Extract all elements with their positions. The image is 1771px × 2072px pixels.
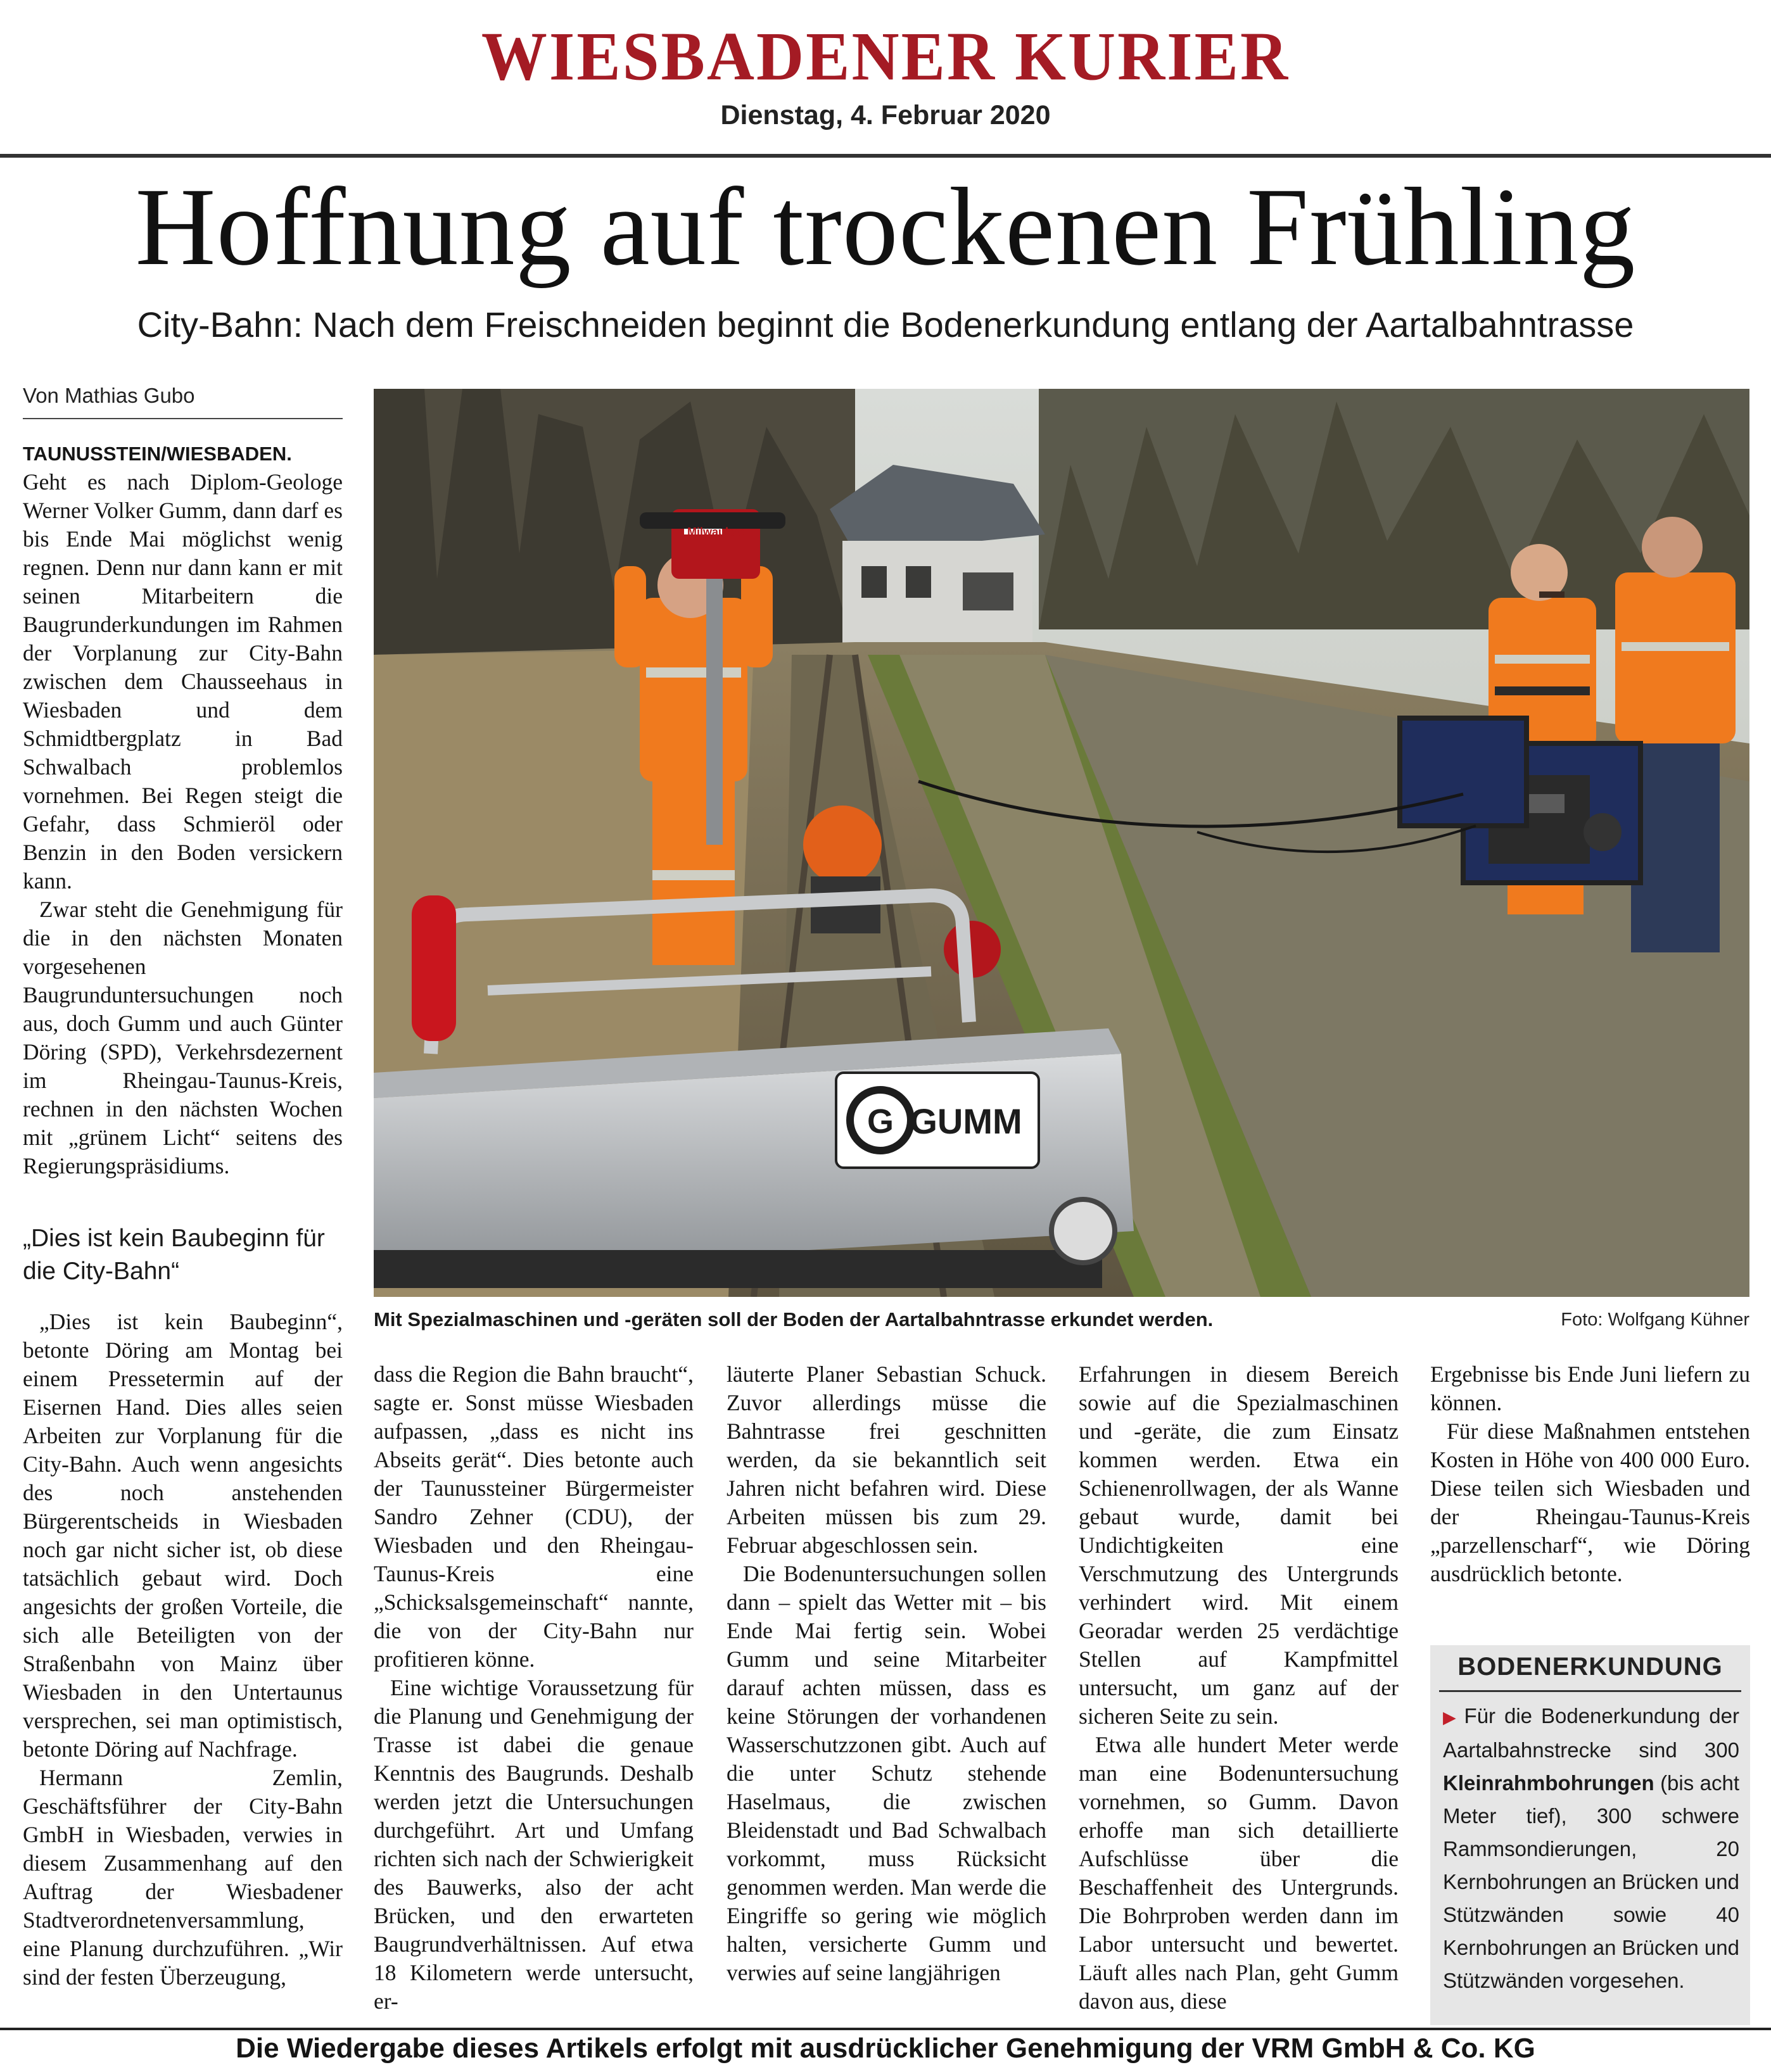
paragraph: Die Bodenuntersuchungen sollen dann – spielt das Wetter mit – bis Ende Mai fertig sein. Wobei Gumm und seine Mitarbeiter darauf achten müssen, dass es keine Störungen der vorhandenen Wasserschutzzonen gibt. Auch auf die unter Schutz stehende Haselmaus, die zwischen Bleidenstadt und Bad Schwalbach vorkommt, muss Rücksicht genommen werden. Man werde die Eingriffe so gering wie möglich halten, versicherte Gumm und verwies auf seine langjährigen (727, 1561, 1046, 1985)
dateline-paragraph (23, 439, 343, 895)
paragraph: Zwar steht die Genehmigung für die in den nächsten Monaten vorgesehenen Baugrunduntersuchungen noch aus, doch Gumm und auch Günter Döring (SPD), Verkehrsdezernent im Rheingau-Taunus-Kreis, rechnen in den nächsten Wochen mit „grünem Licht“ seitens des Regierungspräsidiums. (23, 897, 343, 1178)
paragraph: Hermann Zemlin, Geschäftsführer der City-Bahn GmbH in Wiesbaden, verwies in diesem Zusammenhang auf den Auftrag der Wiesbadener Stadtverordnetenversammlung, eine Planung durchzuführen. „Wir sind der festen Überzeugung, (23, 1765, 343, 1990)
paragraph: Eine wichtige Voraussetzung für die Planung und Genehmigung der Trasse ist dabei die genaue Kenntnis des Baugrunds. Deshalb werden jetzt die Untersuchungen durchgeführt. Art und Umfang richten sich nach der Schwierigkeit des Bauwerks, also der acht Brücken, und den erwarteten Baugrundverhältnissen. Auf etwa 18 Kilometern werde untersucht, er- (374, 1675, 694, 2014)
photo-illustration (374, 389, 1749, 1297)
paragraph: Erfahrungen in diesem Bereich sowie auf die Spezialmaschinen und -geräte, die zum Einsatz kommen werden. Etwa ein Schienenrollwagen, der als Wanne gebaut wurde, damit bei Undichtigkeiten eine Verschmutzung des Untergrunds verhindert wird. Mit einem Georadar werden 25 verdächtige Stellen auf Kampfmittel untersucht, um ganz auf der sicheren Seite zu sein. (1079, 1361, 1399, 1729)
info-text-bold: Kleinrahmbohrungen (1443, 1771, 1654, 1795)
masthead: WIESBADENER KURIER (481, 18, 1290, 95)
photo-caption: Mit Spezialmaschinen und -geräten soll der Boden der Aartalbahntrasse erkundet werden. (374, 1308, 1214, 1330)
gumm-logo-mark: G (866, 1102, 894, 1140)
article-column-4 (1079, 1360, 1399, 2016)
article-column-3 (727, 1360, 1046, 1987)
paragraph: Geht es nach Diplom-Geologe Werner Volker Gumm, dann darf es bis Ende Mai möglichst wenig regnen. Denn nur dann kann er mit seinen Mitarbeitern die Baugrunderkundungen im Rahmen der Vorplanung zur City-Bahn zwischen dem Chausseehaus in Wiesbaden und dem Schmidtbergplatz in Bad Schwalbach problemlos vornehmen. Bei Regen steigt die Gefahr, dass Schmieröl oder Benzin in den Boden versickern kann. (23, 469, 343, 894)
article-column-5 (1430, 1360, 1750, 1588)
paragraph: Für diese Maßnahmen entstehen Kosten in Höhe von 400 000 Euro. Diese teilen sich Wiesbaden und der Rheingau-Taunus-Kreis „parzellenscharf“, wie Döring ausdrücklich betonte. (1430, 1418, 1750, 1586)
article-column-1-top (23, 439, 343, 1180)
dateline: TAUNUSSTEIN/WIESBADEN. (23, 443, 292, 465)
subheadline: City-Bahn: Nach dem Freischneiden beginnt die Bodenerkundung entlang der Aartalbahntrasse (137, 305, 1634, 344)
info-box-title: BODENERKUNDUNG (1457, 1653, 1723, 1681)
issue-date: Dienstag, 4. Februar 2020 (720, 100, 1051, 130)
footer-divider (0, 2028, 1771, 2030)
byline: Von Mathias Gubo (23, 384, 195, 407)
header-divider (0, 154, 1771, 158)
paragraph: Ergebnisse bis Ende Juni liefern zu können. (1430, 1361, 1750, 1415)
photo-credit: Foto: Wolfgang Kühner (1561, 1310, 1749, 1330)
article-column-1-bottom (23, 1308, 343, 1992)
triangle-bullet-icon: ▶ (1443, 1708, 1459, 1727)
info-text-part: (bis acht Meter tief), 300 schwere Rammsondierungen, 20 Kernbohrungen an Brücken und Stützwänden sowie 40 Kernbohrungen an Brücken und Stützwänden vorgesehen. (1443, 1771, 1739, 1992)
article-column-2 (374, 1360, 694, 2016)
paragraph: dass die Region die Bahn braucht“, sagte er. Sonst müsse Wiesbaden aufpassen, „dass es nicht ins Abseits gerät“. Dies betonte auch der Taunussteiner Bürgermeister Sandro Zehner (CDU), der Wiesbaden und den Rheingau-Taunus-Kreis eine „Schicksalsgemeinschaft“ nannte, die von der City-Bahn nur profitieren könne. (374, 1361, 694, 1672)
gumm-label: GUMM (910, 1101, 1022, 1141)
article-photo (374, 389, 1749, 1297)
reprint-notice: Die Wiedergabe dieses Artikels erfolgt mit ausdrücklicher Genehmigung der VRM GmbH & Co. KG (236, 2033, 1535, 2064)
paragraph: „Dies ist kein Baubeginn“, betonte Döring am Montag bei einem Pressetermin auf der Eisernen Hand. Dies alles seien Arbeiten zur Vorplanung für die City-Bahn. Auch wenn angesichts des noch anstehenden Bürgerentscheids in Wiesbaden noch gar nicht sicher ist, ob diese tatsächlich gebaut wird. Doch angesichts der großen Vorteile, die sich alle Beteiligten von der Straßenbahn von Mainz über Wiesbaden in den Untertaunus versprechen, sei man optimistisch, betonte Döring auf Nachfrage. (23, 1309, 343, 1762)
drill-brand-label: Milwaukee (687, 526, 745, 538)
intermediate-heading: „Dies ist kein Baubeginn für die City-Bahn“ (23, 1225, 325, 1285)
paragraph: läuterte Planer Sebastian Schuck. Zuvor allerdings müsse die Bahntrasse frei geschnitten werden, da sie bekanntlich seit Jahren nicht befahren wird. Diese Arbeiten müssen bis zum 29. Februar abgeschlossen sein. (727, 1361, 1046, 1558)
headline: Hoffnung auf trockenen Frühling (135, 165, 1636, 289)
byline-divider (23, 418, 343, 419)
info-box-divider (1439, 1690, 1741, 1692)
info-box-text (1443, 1700, 1739, 1997)
paragraph: Etwa alle hundert Meter werde man eine Bodenuntersuchung vornehmen, so Gumm. Davon erhoffe man sich detaillierte Aufschlüsse über die Beschaffenheit des Untergrunds. Die Bohrproben werden dann im Labor untersucht und bewertet. Läuft alles nach Plan, geht Gumm davon aus, diese (1079, 1732, 1399, 2014)
info-text-part: Für die Bodenerkundung der Aartalbahnstrecke sind 300 (1443, 1704, 1740, 1762)
